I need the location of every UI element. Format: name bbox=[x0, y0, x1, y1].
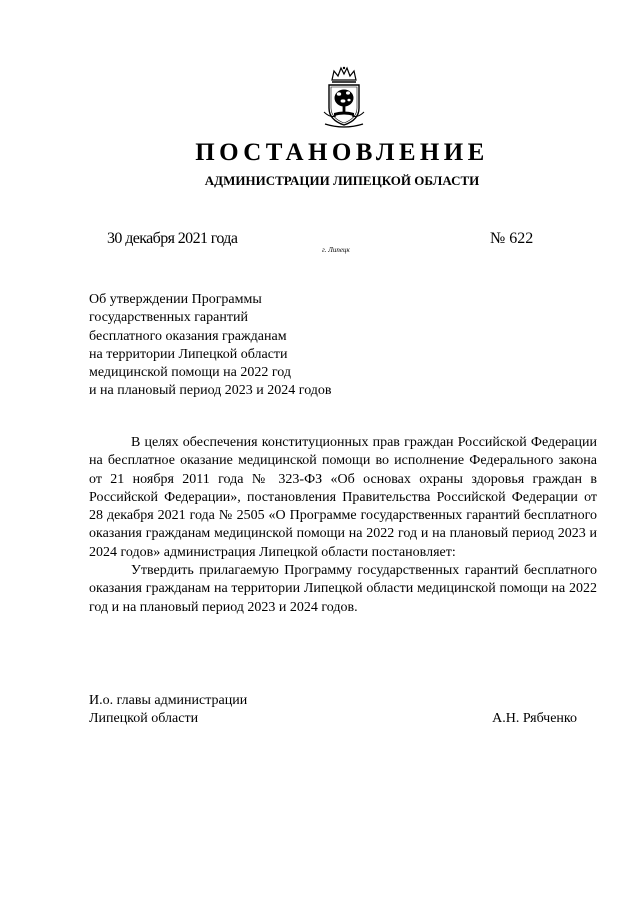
signatory-position: И.о. главы администрации bbox=[89, 693, 248, 708]
subject-line: государственных гарантий bbox=[89, 310, 248, 326]
document-city: г. Липецк bbox=[322, 246, 350, 254]
body-paragraph: В целях обеспечения конституционных прав граждан Российской Федерации на бесплатное оказание медицинской помощи во исполнение Федерального закона от 21 ноября 2011 года № 323-ФЗ «Об основах охраны здоровья граждан в Российской Федерации», постановления Правительства Российской Федерации от 28 декабря 2021 года № 2505 «О Программе государственных гарантий бесплатного оказания гражданам медицинской помощи на 2022 год и на плановый период 2023 и 2024 годов» администрация Липецкой области постановляет: bbox=[89, 435, 597, 560]
signatory-position-line2: Липецкой области bbox=[89, 711, 199, 727]
body-paragraph: Утвердить прилагаемую Программу государственных гарантий бесплатного оказания гражданам на территории Липецкой области медицинской помощи на 2022 год и на плановый период 2023 и 2024 годов. bbox=[89, 563, 597, 615]
coat-of-arms-icon bbox=[322, 66, 366, 128]
document-date: 30 декабря 2021 года bbox=[107, 230, 238, 247]
document-body bbox=[89, 434, 597, 617]
subject-line: и на плановый период 2023 и 2024 годов bbox=[89, 383, 332, 399]
subject-line: на территории Липецкой области bbox=[89, 346, 288, 362]
signature-block bbox=[89, 692, 577, 729]
document-number: № 622 bbox=[490, 230, 534, 247]
document-subtitle: АДМИНИСТРАЦИИ ЛИПЕЦКОЙ ОБЛАСТИ bbox=[204, 173, 480, 188]
subject-line: медицинской помощи на 2022 год bbox=[89, 365, 291, 381]
subject-line: Об утверждении Программы bbox=[89, 292, 262, 307]
subject-line: бесплатного оказания гражданам bbox=[89, 328, 287, 344]
document-subject bbox=[89, 291, 332, 401]
document-title: ПОСТАНОВЛЕНИЕ bbox=[195, 139, 489, 166]
signatory-name: А.Н. Рябченко bbox=[492, 711, 577, 727]
